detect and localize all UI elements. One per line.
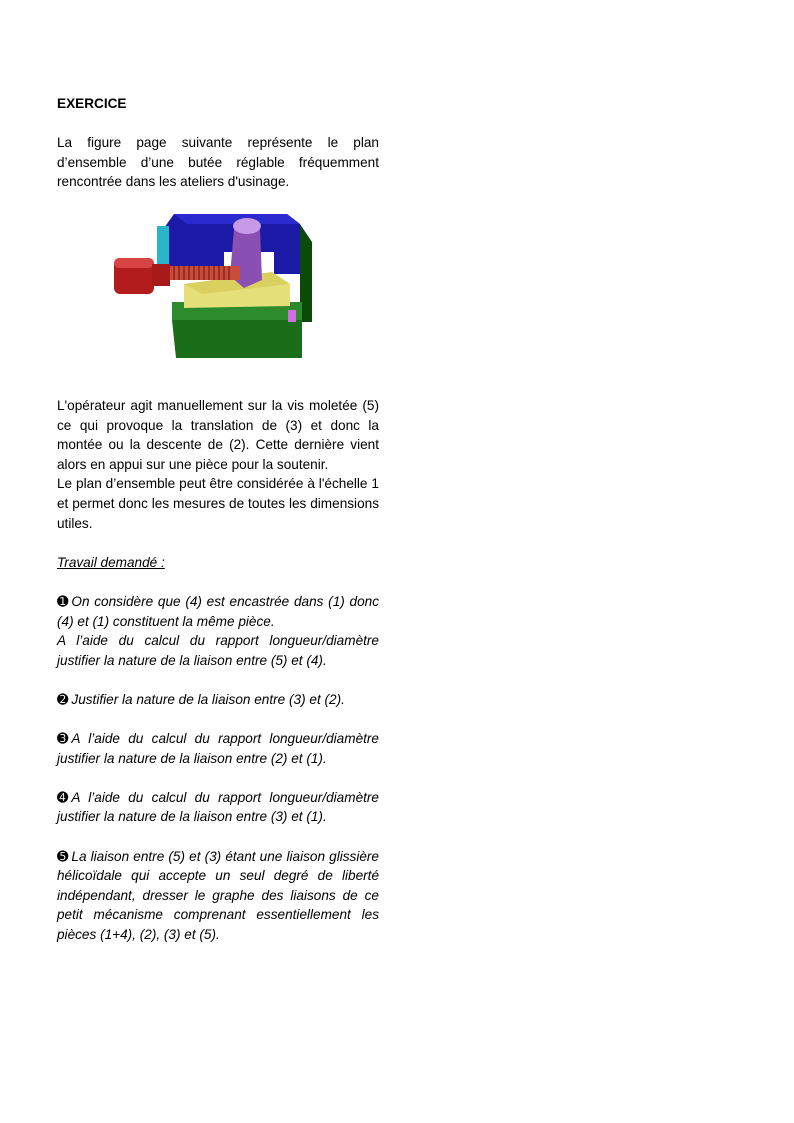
exercise-title: EXERCICE	[57, 96, 127, 111]
question-2-text: Justifier la nature de la liaison entre (3) et (2).	[71, 691, 345, 707]
bullet-3-icon: ➌	[57, 731, 69, 747]
question-4	[57, 788, 379, 827]
question-1-continuation: A l’aide du calcul du rapport longueur/diamètre justifier la nature de la liaison entre (5) et (4).	[57, 633, 379, 668]
question-2	[57, 690, 379, 710]
mechanism-figure	[57, 202, 379, 382]
bullet-4-icon: ➍	[57, 789, 69, 805]
bullet-5-icon: ➎	[57, 848, 69, 864]
question-1	[57, 592, 379, 631]
description-paragraph-1: L'opérateur agit manuellement sur la vis moletée (5) ce qui provoque la translation de (3) et donc la montée ou la descente de (2). Cette dernière vient alors en appui sur une pièce pour la soutenir.	[57, 397, 379, 472]
intro-paragraph: La figure page suivante représente le plan d’ensemble d’une butée réglable fréquemment rencontrée dans les ateliers d'usinage.	[57, 135, 379, 190]
question-1-text: On considère que (4) est encastrée dans (1) donc (4) et (1) constituent la même pièce.	[57, 593, 379, 629]
document-body	[57, 94, 379, 945]
question-5-text: La liaison entre (5) et (3) étant une liaison glissière hélicoïdale qui accepte un seul degré de liberté indépendant, dresser le graphe des liaisons de ce petit mécanisme comprenant essentiellement les pièces (1+4), (2), (3) et (5).	[57, 848, 379, 942]
bullet-2-icon: ➋	[57, 691, 69, 707]
question-5	[57, 847, 379, 945]
work-heading: Travail demandé :	[57, 554, 165, 570]
question-3	[57, 729, 379, 768]
question-3-text: A l’aide du calcul du rapport longueur/diamètre justifier la nature de la liaison entre (2) et (1).	[57, 731, 379, 766]
description-paragraph-2: Le plan d’ensemble peut être considérée à l'échelle 1 et permet donc les mesures de toutes les dimensions utiles.	[57, 476, 379, 531]
adjustable-stop-icon	[112, 202, 332, 362]
question-4-text: A l’aide du calcul du rapport longueur/diamètre justifier la nature de la liaison entre (3) et (1).	[57, 789, 379, 825]
bullet-1-icon: ➊	[57, 593, 69, 609]
